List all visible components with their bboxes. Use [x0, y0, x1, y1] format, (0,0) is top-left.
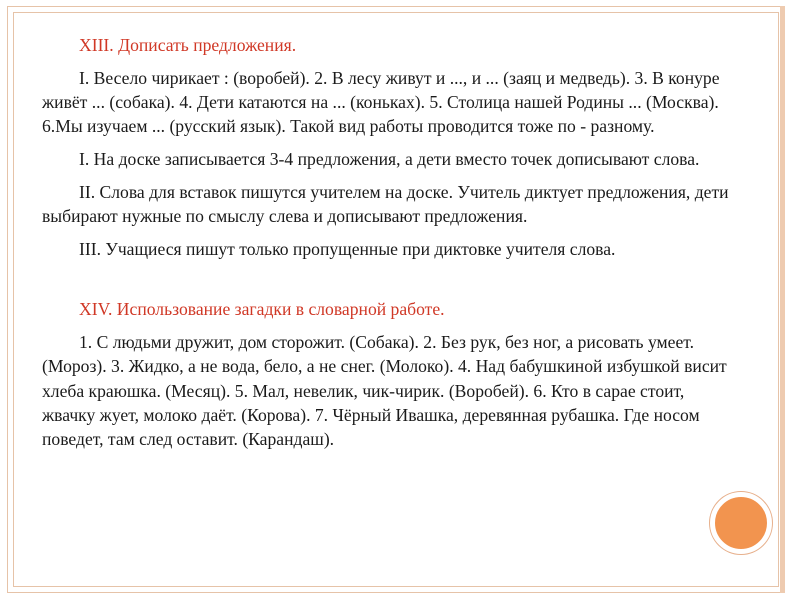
- section-13-paragraph-3: II. Слова для вставок пишутся учителем на доске. Учитель диктует предложения, дети выбирают нужные по смыслу слева и дописывают предложения.: [42, 181, 729, 226]
- slide-content: [42, 33, 732, 460]
- section-14-paragraph-1: 1. С людьми дружит, дом сторожит. (Собака). 2. Без рук, без ног, а рисовать умеет. (Мороз). 3. Жидко, а не вода, бело, а не снег. (Молоко). 4. Над бабушкиной избушкой висит хлеба краюшка. (Месяц). 5. Мал, невелик, чик-чирик. (Воробей). 6. Кто в сарае стоит, жвачку жует, молоко даёт. (Корова). 7. Чёрный Ивашка, деревянная рубашка. Где носом поведет, там след оставит. (Карандаш).: [42, 331, 727, 450]
- section-13-paragraph-4: III. Учащиеся пишут только пропущенные при диктовке учителя слова.: [79, 238, 616, 259]
- section-spacer: [42, 269, 732, 297]
- section-13-paragraph-1: I. Весело чирикает : (воробей). 2. В лесу живут и ..., и ... (заяц и медведь). 3. В конуре живёт ... (собака). 4. Дети катаются на ... (коньках). 5. Столица нашей Родины ... (Москва). 6.Мы изучаем ... (русский язык). Такой вид работы проводится тоже по - разному.: [42, 67, 720, 137]
- section-13-paragraph-2: I. На доске записывается 3-4 предложения, а дети вместо точек дописывают слова.: [79, 149, 700, 169]
- decorative-orange-circle: [710, 492, 772, 554]
- section-14-heading: XIV. Использование загадки в словарной работе.: [79, 299, 445, 320]
- section-13-heading: XIII. Дописать предложения.: [79, 35, 297, 55]
- slide-side-bar: [780, 6, 785, 593]
